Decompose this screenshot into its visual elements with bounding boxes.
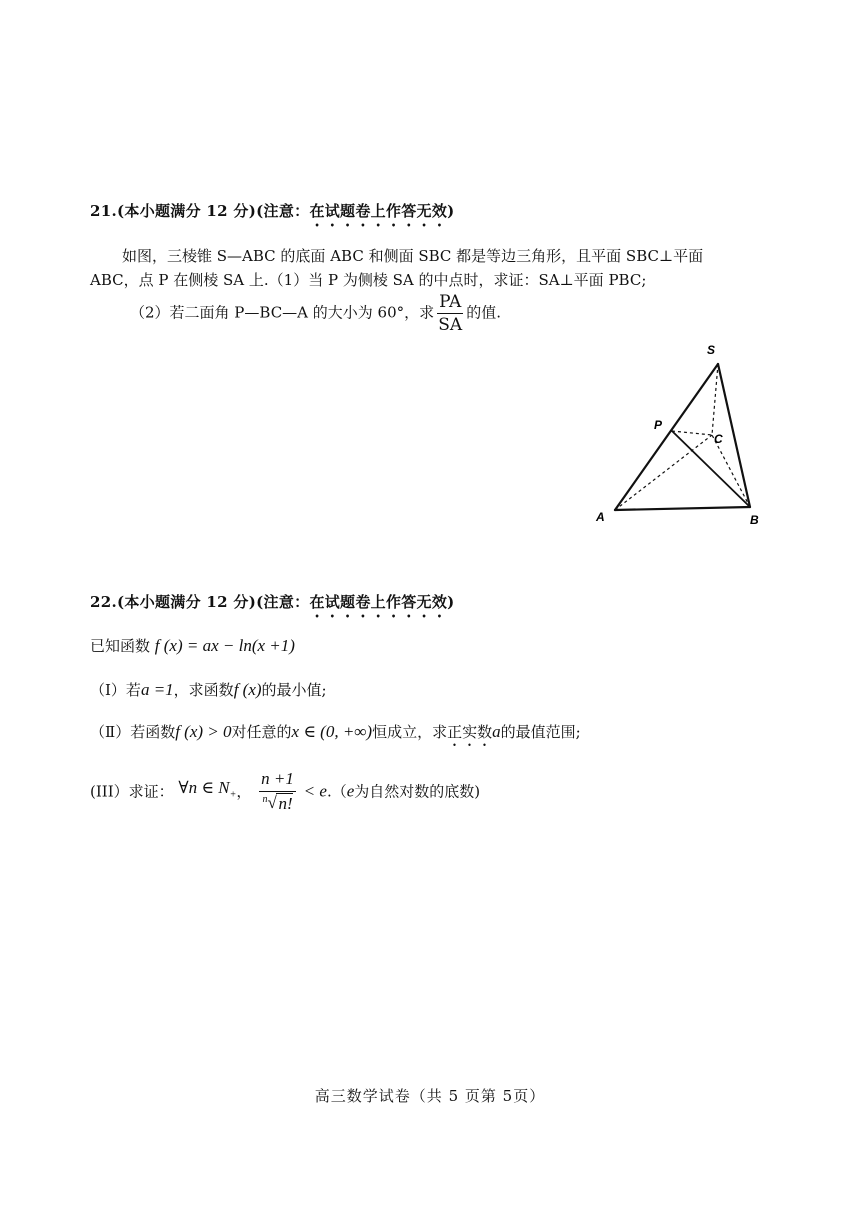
q22-given-formula: f (x) = ax − ln(x +1) <box>154 636 295 655</box>
q22-part-2-mid-2: 恒成立，求 <box>372 723 448 741</box>
q22-part-3-forall <box>178 777 237 801</box>
q22-part-3-post: .（ <box>326 782 347 801</box>
radical-sign-icon: √ <box>267 793 277 812</box>
label-A: A <box>596 510 605 524</box>
q21-line-3-pre: （2）若二面角 P—BC—A 的大小为 60°，求 <box>130 303 435 322</box>
q22-part-3-fraction <box>259 768 296 815</box>
q21-line-3 <box>130 292 501 335</box>
q22-part-2-math-x: x ∈ (0, +∞) <box>291 722 373 741</box>
q22-part-1-math-a: a =1 <box>140 680 174 699</box>
q22-part-1-post: 的最小值; <box>261 681 327 699</box>
q22-part-3-subscript: + <box>229 789 237 801</box>
page-footer: 高三数学试卷（共 5 页第 5页） <box>314 1087 546 1105</box>
q22-score: (本小题满分 12 分) <box>117 593 257 611</box>
q21-line-3-post: 的值. <box>466 303 502 322</box>
q22-heading <box>90 591 455 621</box>
q22-part-1-mid: ，求函数 <box>173 681 234 699</box>
q22-part-1 <box>90 678 327 702</box>
q22-part-3-note: 为自然对数的底数) <box>354 782 481 801</box>
q22-part-2 <box>90 720 581 750</box>
q21-note-prefix: (注意： <box>256 202 310 220</box>
edge-AC <box>615 435 712 510</box>
q22-part-3-label: (III）求证： <box>90 782 174 801</box>
q22-part-2-mid-1: 对任意的 <box>231 723 292 741</box>
edge-AS <box>615 364 718 510</box>
label-S: S <box>707 343 716 357</box>
q21-number: 21. <box>90 202 117 220</box>
label-C: C <box>714 432 723 446</box>
q22-part-3 <box>90 768 480 815</box>
q22-part-1-math-f: f (x) <box>233 680 262 699</box>
q22-note-suffix: ) <box>447 593 455 611</box>
q22-given-text: 已知函数 <box>90 637 151 655</box>
q22-part-2-math-a: a <box>492 722 501 741</box>
q21-score: (本小题满分 12 分) <box>117 202 257 220</box>
edge-PC <box>672 431 712 435</box>
q22-part-2-post: 的最值范围; <box>500 723 581 741</box>
q22-part-3-lt-e: < e <box>303 781 327 801</box>
q22-part-3-root-body: n! <box>278 794 293 813</box>
q22-part-2-label: （Ⅱ）若函数 <box>90 723 176 741</box>
q22-note-prefix: (注意： <box>256 593 310 611</box>
q21-note-emphasis: 在试题卷上作答无效 <box>309 202 448 220</box>
q22-part-3-denominator <box>259 792 296 815</box>
q22-part-3-nth-root <box>262 793 292 815</box>
q21-pyramid-figure <box>590 340 780 530</box>
edge-SB <box>718 364 750 507</box>
q21-note-suffix: ) <box>447 202 455 220</box>
q22-part-3-comma: ， <box>236 782 252 801</box>
q22-part-3-e: e <box>346 781 355 801</box>
q22-part-3-forall-text: ∀n ∈ N <box>178 777 230 797</box>
edge-SC <box>712 364 718 435</box>
q21-heading <box>90 200 455 230</box>
q21-line-2: ABC，点 P 在侧棱 SA 上.（1）当 P 为侧棱 SA 的中点时，求证：SA⊥平面 PBC; <box>90 271 647 289</box>
q22-part-2-emphasis: 正实数 <box>447 723 493 741</box>
q21-line-1: 如图，三棱锥 S—ABC 的底面 ABC 和侧面 SBC 都是等边三角形，且平面 SBC⊥平面 <box>122 247 704 265</box>
label-P: P <box>654 418 663 432</box>
q22-part-3-numerator: n +1 <box>259 768 296 792</box>
q21-fraction-denominator: SA <box>438 315 463 335</box>
q22-given-function <box>90 634 295 658</box>
label-B: B <box>750 513 759 527</box>
edge-AB <box>615 507 750 510</box>
q22-part-2-math-f: f (x) > 0 <box>175 722 232 741</box>
q22-part-1-label: （Ⅰ）若 <box>90 681 141 699</box>
q22-part-3-root-index: n <box>262 794 268 805</box>
q22-note-emphasis: 在试题卷上作答无效 <box>309 593 448 611</box>
edge-PB <box>672 431 750 507</box>
q21-fraction-numerator: PA <box>439 292 462 312</box>
q22-number: 22. <box>90 593 117 611</box>
q21-fraction <box>437 292 463 335</box>
